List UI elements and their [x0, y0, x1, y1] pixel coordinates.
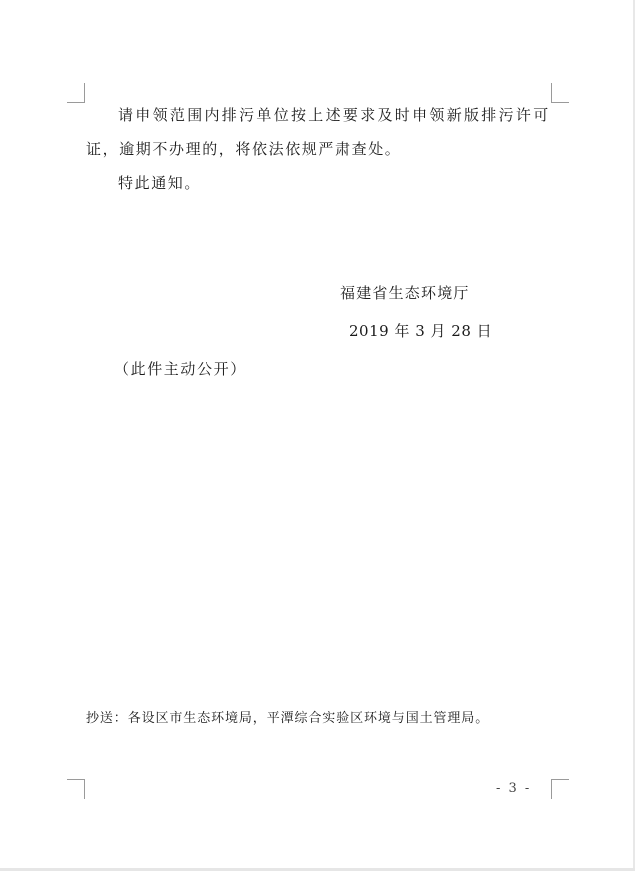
signature-date: 2019 年 3 月 28 日: [349, 322, 493, 340]
body-paragraph-line-2: 证，逾期不办理的，将依法依规严肃查处。: [86, 140, 402, 158]
body-paragraph-line-1: 请申领范围内排污单位按上述要求及时申领新版排污许可: [118, 106, 551, 124]
public-disclosure-note: （此件主动公开）: [114, 360, 247, 378]
signature-organization: 福建省生态环境厅: [340, 284, 470, 302]
margin-mark-bottom-right: [551, 779, 569, 799]
page-number: - 3 -: [496, 781, 532, 796]
margin-mark-top-left: [67, 83, 85, 103]
closing-text: 特此通知。: [118, 174, 202, 192]
margin-mark-bottom-left: [67, 779, 85, 799]
cc-distribution-line: 抄送：各设区市生态环境局，平潭综合实验区环境与国土管理局。: [86, 711, 490, 726]
margin-mark-top-right: [551, 83, 569, 103]
